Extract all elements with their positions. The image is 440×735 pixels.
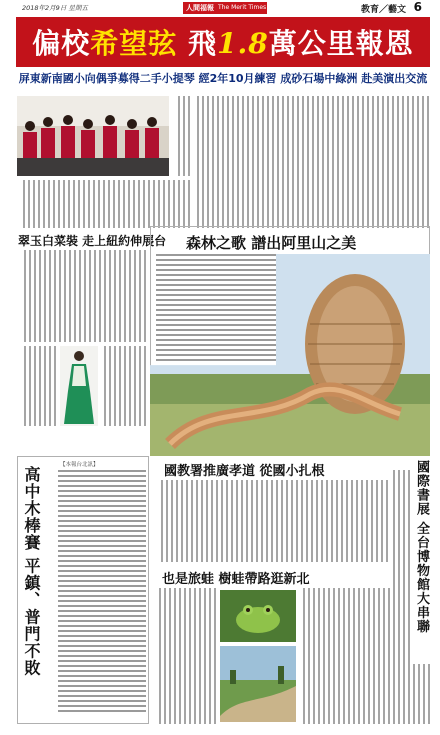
page-number: 6 xyxy=(413,0,422,14)
headline-part-pre: 偏校 xyxy=(32,27,91,60)
masthead-english: The Merit Times xyxy=(218,4,267,11)
side-story-body-2 xyxy=(102,346,146,426)
headline-part-highlight: 希望弦 xyxy=(90,27,178,60)
story-six-body-b xyxy=(412,664,430,724)
feature-headline: 森林之歌 譜出阿里山之美 xyxy=(186,234,357,252)
masthead-title: 人間福報 xyxy=(186,4,214,12)
page-header xyxy=(0,0,440,16)
sports-headline: 高中木棒賽 平鎮、普門不敗 xyxy=(22,466,41,677)
lead-headline xyxy=(32,22,414,62)
story-five-body-right xyxy=(300,588,390,724)
lead-headline-banner xyxy=(16,17,430,67)
jade-cabbage-dress-photo xyxy=(60,346,98,426)
story-five-headline: 也是旅蛙 樹蛙帶路逛新北 xyxy=(162,572,310,587)
story-four-headline: 國教署推廣孝道 從國小扎根 xyxy=(164,464,325,479)
feature-body xyxy=(156,254,278,366)
lead-story-body-continued xyxy=(17,180,190,228)
lead-photo-caption xyxy=(172,96,190,176)
story-four-body xyxy=(156,480,388,562)
section-name: 教育／藝文 xyxy=(360,5,406,15)
lead-story-body xyxy=(195,96,429,228)
masthead xyxy=(183,2,267,14)
story-six-body-a xyxy=(392,470,410,724)
headline-part-post: 萬公里報恩 xyxy=(268,27,414,60)
headline-part-number: 1.8 xyxy=(217,27,269,60)
issue-date: 2018年2月9日 星期五 xyxy=(22,4,88,12)
story-five-body-left xyxy=(156,588,216,724)
side-story-body xyxy=(18,250,146,342)
story-six-headline: 國際書展 全台博物館大串聯 xyxy=(414,460,429,634)
tree-frog-photo xyxy=(220,590,296,642)
headline-part-mid: 飛 xyxy=(177,27,218,60)
violin-students-photo xyxy=(17,96,169,176)
side-photo-caption xyxy=(18,346,56,426)
new-taipei-park-photo xyxy=(220,646,296,722)
side-story-headline: 翠玉白菜裝 走上紐約伸展台 xyxy=(18,234,167,248)
sports-body xyxy=(58,470,146,720)
lead-subheadline: 屏東新南國小向偶爭募得二手小提琴 經2年10月練習 成砂石場中綠洲 赴美演出交流 xyxy=(18,72,428,85)
sports-kicker: 【本報台北訊】 xyxy=(60,462,99,468)
